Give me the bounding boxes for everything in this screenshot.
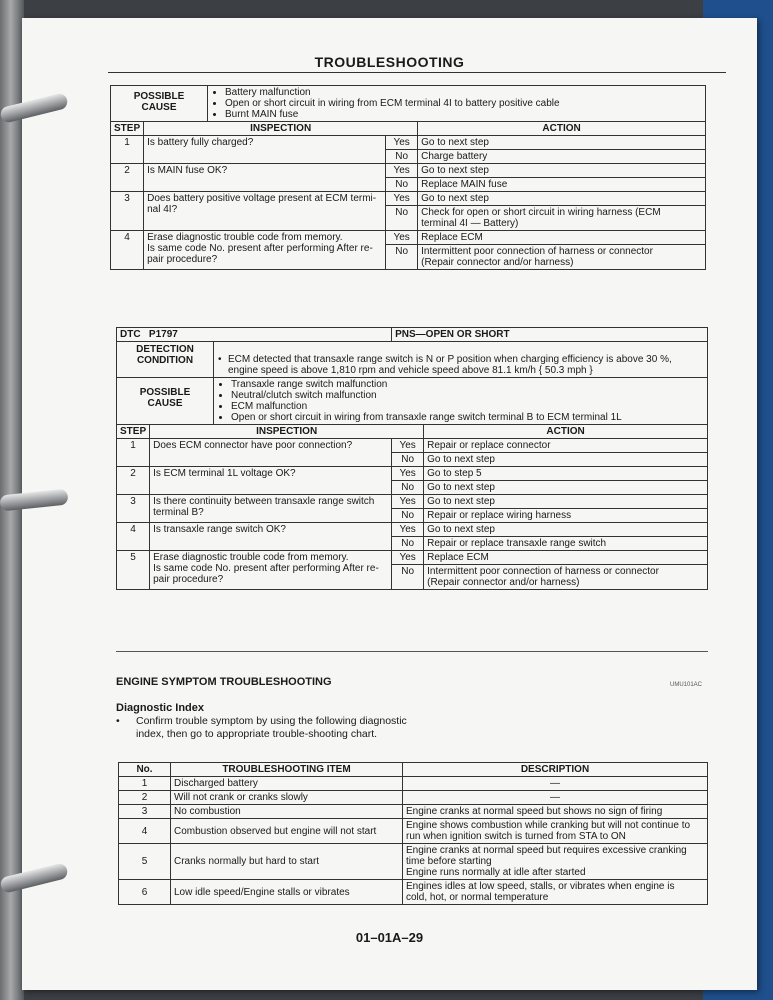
step-row [111,164,706,178]
description-header: DESCRIPTION [403,763,708,777]
step-action: Replace ECM [418,231,706,245]
step-header-row [117,425,708,439]
index-header-row [119,763,708,777]
index-description: Engines idles at low speed, stalls, or vibrates when engine is cold, hot, or normal temperature [403,880,708,905]
step-inspection: Is there continuity between transaxle range switch terminal B? [150,495,392,523]
inspection-header: INSPECTION [144,122,418,136]
possible-cause-label: POSSIBLE CAUSE [117,378,214,424]
step-action: Replace MAIN fuse [418,178,706,192]
dtc-steps [117,439,708,590]
step-action: Go to next step [424,495,708,509]
step-action: Go to next step [418,192,706,206]
index-item: Combustion observed but engine will not start [171,819,403,844]
possible-cause-label: POSSIBLE CAUSE [111,86,208,121]
step-action: Go to next step [424,523,708,537]
page-number: 01–01A–29 [355,930,424,945]
step-row [117,495,708,509]
cause-item: • Open or short circuit in wiring from transaxle range switch terminal B to ECM terminal 1L [231,412,704,423]
index-row [119,880,708,905]
step-inspection: Does ECM connector have poor connection? [150,439,392,467]
step-action: Repair or replace wiring harness [424,509,708,523]
possible-cause-list [217,379,704,423]
step-inspection: Is battery fully charged? [144,136,386,164]
section-title: ENGINE SYMPTOM TROUBLESHOOTING [116,676,332,688]
step-number: 2 [117,467,150,495]
detection-condition-row: DETECTION CONDITION • ECM detected that transaxle range switch is N or P position when charging efficiency is above 30 %, engine speed is above 1,810 rpm and vehicle speed above 81.1 km/h { 50.3 mph } [117,342,708,378]
step-header: STEP [111,122,144,136]
index-row [119,791,708,805]
step-action: Go to next step [424,481,708,495]
step-inspection: Is ECM terminal 1L voltage OK? [150,467,392,495]
step-answer: No [392,565,424,590]
step-answer: Yes [386,192,418,206]
dtc-title: PNS—OPEN OR SHORT [392,328,708,342]
cause-item: • Neutral/clutch switch malfunction [231,390,704,401]
header-rule [108,72,726,73]
step-row [111,136,706,150]
step-answer: Yes [386,164,418,178]
step-answer: Yes [392,439,424,453]
index-number: 2 [119,791,171,805]
index-description: — [403,777,708,791]
dtc-label: DTC [120,329,141,340]
step-row [117,439,708,453]
index-item: No combustion [171,805,403,819]
action-header: ACTION [424,425,708,439]
step-action: Check for open or short circuit in wiring harness (ECM terminal 4I — Battery) [418,206,706,231]
step-inspection: Is transaxle range switch OK? [150,523,392,551]
step-answer: No [392,453,424,467]
index-description: Engine cranks at normal speed but shows no sign of firing [403,805,708,819]
index-rows [119,777,708,905]
step-row [117,523,708,537]
step-inspection: Erase diagnostic trouble code from memory. Is same code No. present after performing After re- pair procedure? [144,231,386,270]
inspection-header: INSPECTION [150,425,424,439]
step-row [111,192,706,206]
step-answer: Yes [386,136,418,150]
index-row [119,844,708,880]
step-number: 3 [111,192,144,231]
step-answer: Yes [386,231,418,245]
no-header: No. [119,763,171,777]
step-answer: Yes [392,467,424,481]
step-header-row [111,122,706,136]
step-answer: No [392,509,424,523]
cause-item: • Battery malfunction [225,87,702,98]
manual-page [22,18,757,990]
index-item: Discharged battery [171,777,403,791]
battery-steps [111,136,706,270]
diagnostic-index-table [118,762,708,905]
cause-item: • Open or short circuit in wiring from ECM terminal 4I to battery positive cable [225,98,702,109]
step-answer: No [392,537,424,551]
step-number: 5 [117,551,150,590]
step-row [111,231,706,245]
index-number: 1 [119,777,171,791]
step-action: Repair or replace connector [424,439,708,453]
step-row [117,551,708,565]
instruction-text: Confirm trouble symptom by using the following diagnostic index, then go to appropriate trouble-shooting chart. [136,715,407,740]
index-description: Engine shows combustion while cranking but will not continue to run when ignition switch is turned from STA to ON [403,819,708,844]
step-answer: No [386,178,418,192]
step-number: 2 [111,164,144,192]
step-action: Intermittent poor connection of harness or connector (Repair connector and/or harness) [424,565,708,590]
step-answer: Yes [392,551,424,565]
index-row [119,777,708,791]
step-number: 1 [111,136,144,164]
index-description: Engine cranks at normal speed but requires excessive cranking time before starting Engine runs normally at idle after started [403,844,708,880]
page-header: TROUBLESHOOTING [314,54,465,70]
step-answer: Yes [392,495,424,509]
reference-code: UMU101AC [670,682,703,688]
step-answer: No [386,206,418,231]
step-answer: No [386,245,418,270]
index-number: 5 [119,844,171,880]
dtc-p1797-table [116,327,708,590]
dtc-code: P1797 [148,329,178,340]
item-header: TROUBLESHOOTING ITEM [171,763,403,777]
battery-troubleshooting-table [110,85,706,270]
diagnostic-index-instruction: • Confirm trouble symptom by using the following diagnostic index, then go to appropriate trouble-shooting chart. [116,715,416,741]
step-action: Go to next step [418,164,706,178]
step-answer: Yes [392,523,424,537]
index-item: Low idle speed/Engine stalls or vibrates [171,880,403,905]
step-row [117,467,708,481]
step-action: Intermittent poor connection of harness or connector (Repair connector and/or harness) [418,245,706,270]
step-answer: No [386,150,418,164]
index-row [119,819,708,844]
step-action: Charge battery [418,150,706,164]
step-number: 3 [117,495,150,523]
step-action: Go to step 5 [424,467,708,481]
detection-condition-label: DETECTION CONDITION [117,342,214,377]
step-number: 1 [117,439,150,467]
index-row [119,805,708,819]
step-inspection: Is MAIN fuse OK? [144,164,386,192]
cause-item: • ECM malfunction [231,401,704,412]
index-number: 3 [119,805,171,819]
index-item: Cranks normally but hard to start [171,844,403,880]
possible-cause-row [111,86,706,122]
index-number: 4 [119,819,171,844]
step-number: 4 [117,523,150,551]
step-inspection: Erase diagnostic trouble code from memory. Is same code No. present after performing After re- pair procedure? [150,551,392,590]
step-header: STEP [117,425,150,439]
possible-cause-row [117,378,708,425]
step-inspection: Does battery positive voltage present at ECM termi- nal 4I? [144,192,386,231]
section-divider [116,651,708,652]
step-action: Go to next step [424,453,708,467]
step-answer: No [392,481,424,495]
step-action: Replace ECM [424,551,708,565]
index-number: 6 [119,880,171,905]
dtc-row [117,328,708,342]
index-description: — [403,791,708,805]
step-action: Go to next step [418,136,706,150]
cause-item: • Transaxle range switch malfunction [231,379,704,390]
step-action: Repair or replace transaxle range switch [424,537,708,551]
step-number: 4 [111,231,144,270]
detection-condition-text: ECM detected that transaxle range switch is N or P position when charging efficiency is above 30 %, engine speed is above 1,810 rpm and vehicle speed above 81.1 km/h { 50.3 mph } [228,354,672,376]
cause-item: • Burnt MAIN fuse [225,109,702,120]
possible-cause-list [211,87,702,120]
index-item: Will not crank or cranks slowly [171,791,403,805]
action-header: ACTION [418,122,706,136]
diagnostic-index-title: Diagnostic Index [116,702,205,714]
